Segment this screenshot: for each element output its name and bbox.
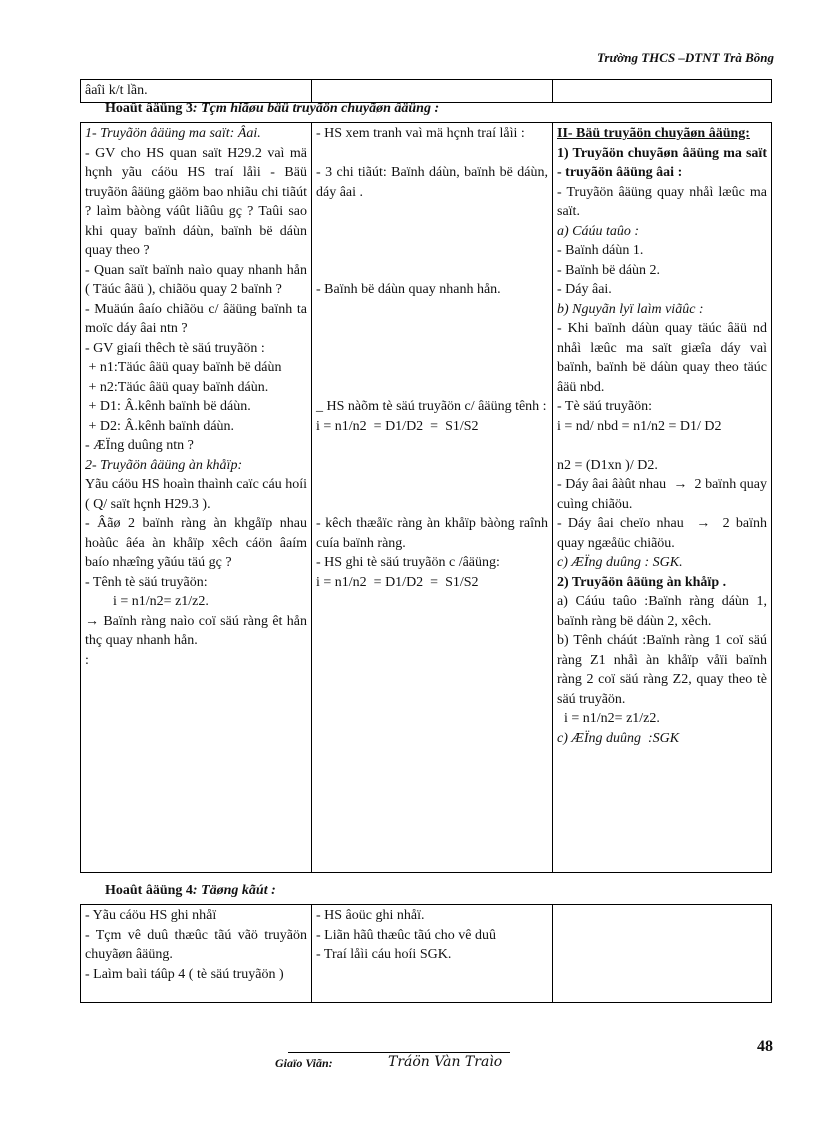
cell-line: - Baïnh dáùn 1.	[557, 243, 644, 258]
cell-line: - ÆÏng duûng ntn ?	[85, 438, 194, 453]
top-cell-2	[312, 80, 553, 103]
cell-line: - Yãu cáöu HS ghi nhåï	[85, 908, 217, 923]
cell-line: 1) Truyãön chuyãøn âäüng ma saït - truyãön âäüng âai :	[557, 145, 771, 180]
cell-line: - Tênh tè säú truyãön:	[85, 574, 208, 590]
cell-line: i = n1/n2= z1/z2.	[557, 711, 660, 726]
cell-line: i = n1/n2= z1/z2.	[85, 594, 209, 609]
activity-3-student-cell	[312, 123, 553, 873]
activity-4-table	[80, 904, 772, 1003]
cell-line: + D1: Â.kênh baïnh bë dáùn.	[85, 399, 251, 414]
cell-line: - Tçm vê duû thæûc tãú vãö truyãön chuyãøn âäüng.	[85, 927, 311, 962]
cell-line	[316, 475, 548, 495]
cell-line: - Liãn hãû thæûc tãú cho vê duû	[316, 927, 497, 943]
cell-line: - Dáy âai âàût nhau → 2 baïnh quay cuìng chiãöu.	[557, 477, 771, 512]
cell-line: a) Cáúu taûo :Baïnh ràng dáùn 1, baïnh ràng bë dáùn 2, xêch.	[557, 594, 771, 629]
cell-line	[316, 202, 548, 222]
cell-line: - HS âoüc ghi nhåï.	[316, 908, 425, 923]
cell-line	[316, 261, 548, 281]
cell-line: c) ÆÏng duûng :SGK	[557, 730, 680, 746]
activity-3-content-cell	[553, 123, 772, 873]
cell-line: 2) Truyãön âäüng àn khåïp .	[557, 574, 727, 590]
cell-line: i = nd/ nbd = n1/n2 = D1/ D2	[557, 418, 722, 434]
section-4-heading	[105, 883, 276, 899]
cell-line	[316, 241, 548, 261]
activity-4-student-cell	[312, 905, 553, 1003]
cell-line: + n1:Täúc âäü quay baïnh bë dáùn	[85, 360, 282, 375]
cell-line	[316, 339, 548, 359]
cell-line: - Khi baïnh dáùn quay täúc âäü nd nhåì læûc ma saït giæîa dáy vaì baïnh, baïnh bë dáùn quay theo täúc âäü nbd.	[557, 321, 771, 395]
cell-line	[557, 436, 767, 456]
cell-line: a) Cáúu taûo :	[557, 223, 640, 239]
cell-line: - Dáy âai.	[557, 282, 612, 297]
section-3-label: Hoaût âäüng 3	[105, 101, 193, 116]
cell-line: _ HS nàõm tè säú truyãön c/ âäüng tênh :	[316, 399, 547, 414]
cell-line	[316, 319, 548, 339]
cell-line: :	[85, 652, 89, 668]
cell-line: b) Tênh cháút :Baïnh ràng 1 coï säú ràng Z1 nhåì àn khåïp våïi baïnh ràng 2 coï säú ràng Z2, quay theo tè säú truyãön.	[557, 633, 771, 707]
cell-line	[316, 378, 548, 398]
cell-line: Yãu cáöu HS hoaìn thaình caïc cáu hoíi ( Q/ saït hçnh H29.3 ).	[85, 477, 311, 512]
cell-line: - HS xem tranh vaì mä hçnh traí låìi :	[316, 126, 525, 141]
cell-line: + D2: Â.kênh baïnh dáùn.	[85, 418, 235, 434]
cell-line: - 3 chi tiãút: Baïnh dáùn, baïnh bë dáùn, dáy âai .	[316, 165, 552, 200]
cell-line: b) Nguyãn lyï laìm viãûc :	[557, 301, 704, 317]
cell-line: - Traí låìi cáu hoíi SGK.	[316, 947, 452, 962]
activity-4-teacher-cell	[81, 905, 312, 1003]
cell-line: - Baïnh bë dáùn quay nhanh hån.	[316, 282, 501, 297]
page-header: Trường THCS –DTNT Trà Bồng	[596, 50, 774, 65]
cell-line	[316, 436, 548, 456]
cell-line: i = n1/n2 = D1/D2 = S1/S2	[316, 574, 479, 590]
cell-line	[316, 144, 548, 164]
cell-line: c) ÆÏng duûng : SGK.	[557, 555, 683, 570]
cell-line: - Truyãön âäüng quay nhåì læûc ma saït.	[557, 184, 771, 219]
cell-line: II- Bäü truyãön chuyãøn âäüng:	[557, 126, 750, 141]
section-4-label: Hoaût âäüng 4	[105, 883, 193, 898]
cell-line	[316, 495, 548, 515]
cell-line: - GV giaíi thêch tè säú truyãön :	[85, 340, 265, 356]
cell-line	[316, 300, 548, 320]
cell-line: - Âãø 2 baïnh ràng àn khgåïp nhau hoàûc âéa àn khåïp xêch cáön âaím baío nhæîng yãúu täú gç ?	[85, 516, 311, 570]
page-number: 48	[757, 1038, 773, 1055]
teacher-signature: Tráön Vàn Traìo	[388, 1054, 503, 1070]
cell-line: n2 = (D1xn )/ D2.	[557, 457, 658, 473]
section-3-heading	[105, 101, 439, 117]
top-cell-3	[553, 80, 772, 103]
cell-line: - Laìm baìi táûp 4 ( tè säú truyãön )	[85, 966, 284, 982]
cell-line: 2- Truyãön âäüng àn khåïp:	[85, 457, 243, 473]
activity-4-content-cell	[553, 905, 772, 1003]
cell-line	[316, 358, 548, 378]
top-cell-1: âaîi k/t lần.	[81, 80, 312, 103]
cell-line: - HS ghi tè säú truyãön c /âäüng:	[316, 555, 500, 570]
cell-line: - Baïnh bë dáùn 2.	[557, 262, 661, 278]
cell-line: - Tè säú truyãön:	[557, 399, 652, 414]
cell-line: - Quan saït baïnh naìo quay nhanh hån ( Täúc âäü ), chiãöu quay 2 baïnh ?	[85, 262, 311, 297]
teacher-label: Giaïo Viãn:	[275, 1056, 333, 1070]
top-table	[80, 79, 772, 103]
section-3-title: : Tçm hiãøu bäü truyãön chuyãøn âäüng :	[192, 101, 440, 116]
cell-line: - Dáy âai cheïo nhau → 2 baïnh quay ngæåüc chiãöu.	[557, 516, 771, 551]
activity-3-teacher-cell	[81, 123, 312, 873]
cell-line: - kêch thæåïc ràng àn khåïp bàòng raînh cuía baïnh ràng.	[316, 516, 552, 551]
cell-line	[316, 222, 548, 242]
cell-line: i = n1/n2 = D1/D2 = S1/S2	[316, 418, 479, 434]
cell-line: - Muäún âaío chiãöu c/ âäüng baïnh ta moïc dáy âai ntn ?	[85, 301, 311, 336]
footer-divider	[288, 1052, 510, 1053]
section-4-title: : Täøng kãút :	[192, 883, 276, 898]
activity-3-table	[80, 122, 772, 873]
cell-line	[316, 456, 548, 476]
cell-line: → Baïnh ràng naìo coï säú ràng êt hån thç quay nhanh hån.	[85, 613, 311, 648]
cell-line: - GV cho HS quan saït H29.2 vaì mä hçnh yãu cáöu HS traí låìi - Bäü truyãön âäüng gäöm bao nhiãu chi tiãút ? laìm bàòng váût liãûu gç ? Taûi sao khi quay baïnh dáùn, baïnh bë dáùn quay theo ?	[85, 145, 311, 258]
cell-line: + n2:Täúc âäü quay baïnh dáùn.	[85, 379, 269, 395]
cell-line: 1- Truyãön âäüng ma saït: Âai.	[85, 126, 261, 141]
